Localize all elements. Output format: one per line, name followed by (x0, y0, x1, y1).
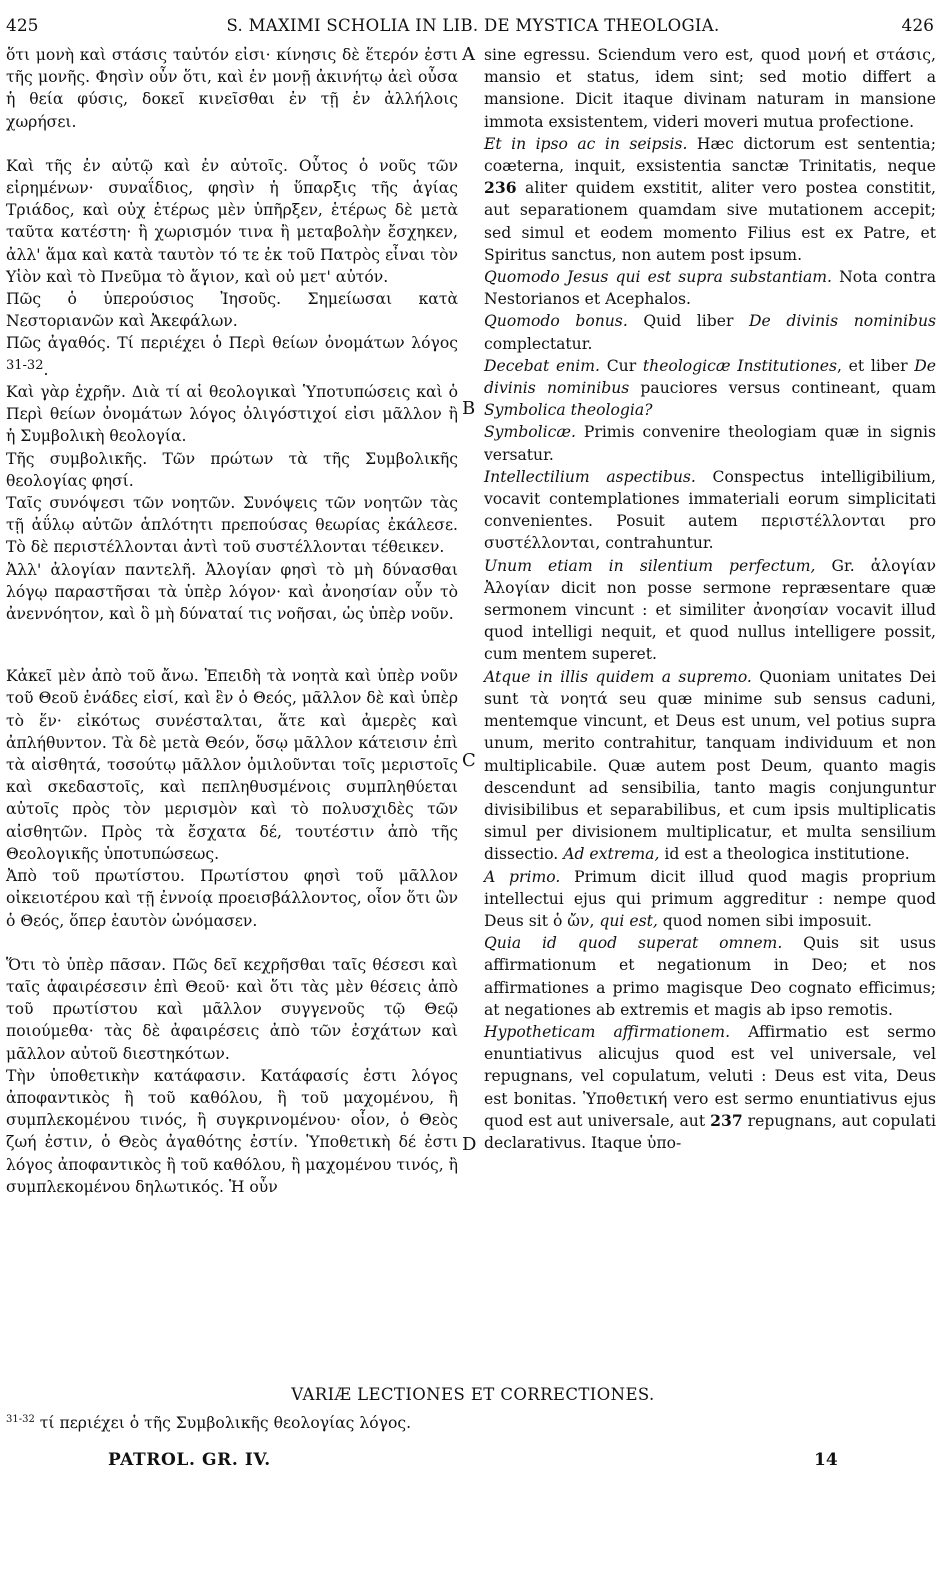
running-title: S. MAXIMI SCHOLIA IN LIB. DE MYSTICA THEOLOGIA. (226, 16, 720, 35)
latin-column (484, 44, 936, 1154)
latin-paragraph: Unum etiam in silentium perfectum, Gr. ἀλογίαν Ἀλογίαν dicit non posse sermone repræsentare quæ sermonem vincunt : et similiter ἀνοησίαν vocavit illud quod intelligi nequit, et quod nullus intelligere possit, cum mentem superet. (484, 556, 936, 664)
latin-paragraph: Atque in illis quidem a supremo. Quoniam unitates Dei sunt τὰ νοητά seu quæ minime sub sensus caduni, mentemque vincunt, et Deus est unum, vel potius supra unum, merito contrahitur, tanquam individuum et non multiplicabile. Quæ autem post Deum, quanto magis descendunt ad sensibilia, tanto magis conjunguntur divisibilibus et separabilibus, et cum ipsis multiplicatis simul per divisionem multiplicatur, et multa sensilium dissectio. Ad extrema, id est a theologica institutione. (484, 667, 936, 864)
greek-paragraph: Πῶς ἀγαθός. Τί περιέχει ὁ Περὶ θείων ὀνομάτων λόγος $^{31-32}$. (6, 334, 458, 379)
lemma: Quomodo bonus. (484, 312, 628, 331)
variae-line (6, 1414, 411, 1432)
greek-text: Πῶς ἀγαθός. Τί περιέχει ὁ Περὶ θείων ὀνομάτων λόγος (6, 334, 458, 353)
margin-letter-c: C (462, 750, 476, 771)
latin-paragraph: A primo. Primum dicit illud quod magis proprium intellectui ejus qui primum aggreditur : nempe quod Deus sit ὁ ὤν, qui est, quod nomen sibi imposuit. (484, 867, 937, 930)
latin-paragraph: Decebat enim. Cur theologicæ Institutiones, et liber De divinis nominibus pauciores versus contineant, quam Symbolica theologia? (484, 356, 937, 420)
lemma: Quia id quod superat omnem. (484, 934, 783, 953)
latin-paragraph: Et in ipso ac in seipsis. Hæc dictorum est sententia; coæterna, inquit, exsistentia sanctæ Trinitatis, neque 236 aliter quidem exstitit, aliter vero postea constitit, aut separationem quamdam sive mutationem accepit; sed simul et eodem momento Filius est ex Patre, et Spiritus sanctus, non autem post ipsum. (484, 134, 936, 264)
greek-paragraph: Ταῖς συνόψεσι τῶν νοητῶν. Συνόψεις τῶν νοητῶν τὰς τῇ ἀΰλῳ αὐτῶν ἁπλότητι πρεπούσας θεωρίας ἐκάλεσε. Τὸ δὲ περιστέλλονται ἀντὶ τοῦ συστέλλονται τέθεικεν. (6, 494, 458, 557)
column-number: 236 (484, 178, 517, 198)
greek-paragraph: Καὶ γὰρ ἐχρῆν. Διὰ τί αἱ θεολογικαὶ Ὑποτυπώσεις καὶ ὁ Περὶ θείων ὀνομάτων λόγος ὀλιγόστιχοί εἰσι μᾶλλον ἢ ἡ Συμβολικὴ θεολογία. (6, 383, 458, 446)
margin-letter-d: D (462, 1134, 477, 1155)
footer-volume: PATROL. GR. IV. (108, 1450, 271, 1470)
margin-letter-b: B (462, 398, 476, 419)
latin-paragraph: Hypotheticam affirmationem. Affirmatio est sermo enuntiativus alicujus quod est vel universale, vel repugnans, vel copulatum, veluti : Deus est vita, Deus est bonitas. Ὑποθετική vero est sermo enuntiativus ejus quod est aut universale, aut 237 repugnans, aut copulati declarativus. Itaque ὑπο- (484, 1022, 936, 1152)
greek-paragraph: Ἀλλ' ἀλογίαν παντελῆ. Ἀλογίαν φησὶ τὸ μὴ δύνασθαι λόγῳ παραστῆσαι τὰ ὑπὲρ λόγον· καὶ ἀνοησίαν οὖν τὸ ἀνεννόητον, καὶ ὃ μὴ δύναταί τις νοῆσαι, ὡς ὑπὲρ νοῦν. (6, 560, 458, 624)
greek-paragraph: Ἀπὸ τοῦ πρωτίστου. Πρωτίστου φησὶ τοῦ μᾶλλον οἰκειοτέρου καὶ τῇ ἐννοίᾳ προεισβάλλοντος, οἷον ὅτι ὢν ὁ Θεός, ὅπερ ἑαυτὸν ὠνόμασεν. (6, 867, 458, 930)
greek-paragraph: Κἀκεῖ μὲν ἀπὸ τοῦ ἄνω. Ἐπειδὴ τὰ νοητὰ καὶ ὑπὲρ νοῦν τοῦ Θεοῦ ἑνάδες εἰσί, καὶ ἓν ὁ Θεός, μᾶλλον δὲ καὶ ὑπὲρ τὸ ἕν· εἰκότως συνέσταλται, ἅτε καὶ ἀμερὲς καὶ ἀπλήθυντον. Τὰ δὲ μετὰ Θεόν, ὅσῳ μᾶλλον κάτεισιν ἐπὶ τὰ αἰσθητά, τοσούτῳ μᾶλλον ὁμιλοῦνται τοῖς μεριστοῖς καὶ σκεδαστοῖς, καὶ πεπληθυσμένοις συμπληθύεται αὐτοῖς πρὸς τὸν μερισμὸν καὶ τὸ πολυσχιδὲς τῶν αἰσθητῶν. Πρὸς τὰ ἔσχατα δέ, τουτέστιν ἀπὸ τῆς Θεολογικῆς ὑποτυπώσεως. (6, 667, 458, 863)
lemma: Atque in illis quidem a supremo. (484, 667, 752, 686)
footnote-ref: 31-32 (6, 357, 44, 373)
lemma: A primo. (484, 867, 561, 886)
greek-paragraph: ὅτι μονὴ καὶ στάσις ταὐτόν εἰσι· κίνησις δὲ ἕτερόν ἐστι τῆς μονῆς. Φησὶν οὖν ὅτι, καὶ ἐν μονῇ ἀκινήτῳ ἀεὶ οὖσα ἡ θεία φύσις, δοκεῖ κινεῖσθαι ἐν τῇ ἐν ἀλλήλοις χωρήσει. (6, 46, 458, 131)
lemma: Quomodo Jesus qui est supra substantiam. (484, 268, 833, 287)
greek-paragraph: Τῆς συμβολικῆς. Τῶν πρώτων τὰ τῆς Συμβολικῆς θεολογίας φησί. (6, 449, 458, 490)
greek-column (6, 44, 458, 1198)
lemma: Intellectilium aspectibus. (484, 467, 696, 486)
latin-paragraph: Symbolicæ. Primis convenire theologiam quæ in signis versatur. (484, 423, 936, 464)
lemma: Decebat enim. (484, 356, 600, 375)
variae-number: 31-32 (6, 1414, 35, 1425)
latin-paragraph: sine egressu. Sciendum vero est, quod μονή et στάσις, mansio et status, idem sint; sed motio differt a mansione. Dicit itaque divinam naturam in mansione immota exsistentem, videri moveri mutua profectione. (484, 46, 936, 131)
lemma: Et in ipso ac in seipsis. (484, 134, 688, 153)
greek-paragraph: Ὅτι τὸ ὑπὲρ πᾶσαν. Πῶς δεῖ κεχρῆσθαι ταῖς θέσεσι καὶ ταῖς ἀφαιρέσεσιν ἐπὶ Θεοῦ· καὶ ὅτι τὰς μὲν θέσεις ἀπὸ τοῦ πρωτίστου καὶ μᾶλλον συγγενοῦς τῷ Θεῷ ποιούμεθα· τὰς δὲ ἀφαιρέσεις ἀπὸ τῶν ἐσχάτων καὶ μᾶλλον αὐτοῦ διεστηκότων. (6, 955, 458, 1063)
lemma: Hypotheticam affirmationem. (484, 1022, 731, 1041)
page-number-left: 425 (6, 16, 39, 36)
variae-title: VARIÆ LECTIONES ET CORRECTIONES. (291, 1385, 655, 1404)
greek-paragraph: Καὶ τῆς ἐν αὐτῷ καὶ ἐν αὐτοῖς. Οὗτος ὁ νοῦς τῶν εἰρημένων· συναΐδιος, φησὶν ἡ ὕπαρξις τῆς ἁγίας Τριάδος, καὶ οὐχ ἑτέρως μὲν ὑπῆρξεν, ἑτέρως δὲ μετὰ ταῦτα κατέστη· ἢ χωρισμόν τινα ἢ μεταβολὴν ἔσχηκεν, ἀλλ' ἅμα καὶ κατὰ ταυτὸν τό τε ἐκ τοῦ Πατρὸς εἶναι τὸν Υἱὸν καὶ τὸ Πνεῦμα τὸ ἅγιον, καὶ οὐ μετ' αὐτόν. (6, 156, 458, 286)
footer-signature: 14 (814, 1450, 838, 1470)
column-number: 237 (710, 1110, 743, 1130)
lemma: Unum etiam in silentium perfectum, (484, 556, 816, 575)
margin-letter-a: A (462, 44, 475, 65)
latin-paragraph: Quomodo bonus. Quid liber De divinis nominibus complectatur. (484, 312, 936, 353)
latin-paragraph: Quomodo Jesus qui est supra substantiam. Nota contra Nestorianos et Acephalos. (484, 268, 936, 309)
lemma: Symbolicæ. (484, 423, 576, 442)
greek-paragraph: Πῶς ὁ ὑπερούσιος Ἰησοῦς. Σημείωσαι κατὰ Νεστοριανῶν καὶ Ἀκεφάλων. (6, 290, 458, 331)
page-footer (0, 1450, 946, 1480)
running-header (0, 16, 946, 42)
latin-paragraph: Intellectilium aspectibus. Conspectus intelligibilium, vocavit contemplationes immateriali eorum simplicitati convenientes. Posuit autem περιστέλλονται pro συστέλλονται, contrahuntur. (484, 467, 936, 553)
page-number-right: 426 (901, 16, 934, 36)
latin-paragraph: Quia id quod superat omnem. Quis sit usus affirmationum et negationum in Deo; et nos affirmationes a primo magisque Deo cognato efficimus; at negationes ab extremis et magis ab ipso remotis. (484, 934, 936, 1019)
variae-text: τί περιέχει ὁ τῆς Συμβολικῆς θεολογίας λόγος. (34, 1414, 412, 1433)
greek-paragraph: Τὴν ὑποθετικὴν κατάφασιν. Κατάφασίς ἐστι λόγος ἀποφαντικὸς ἢ τοῦ καθόλου, ἢ τοῦ μαχομένου, ἢ συμπλεκομένου τινός, ἢ συγκρινομένου· οἷον, ὁ Θεὸς ζωή ἐστιν, ὁ Θεὸς ἀγαθότης ἐστίν. Ὑποθετικὴ δέ ἐστι λόγος ἀποφαντικὸς ἢ τοῦ καθόλου, ἢ μαχομένου τινός, ἢ συμπλεκομένου δηλωτικός. Ἡ οὖν (6, 1066, 458, 1196)
